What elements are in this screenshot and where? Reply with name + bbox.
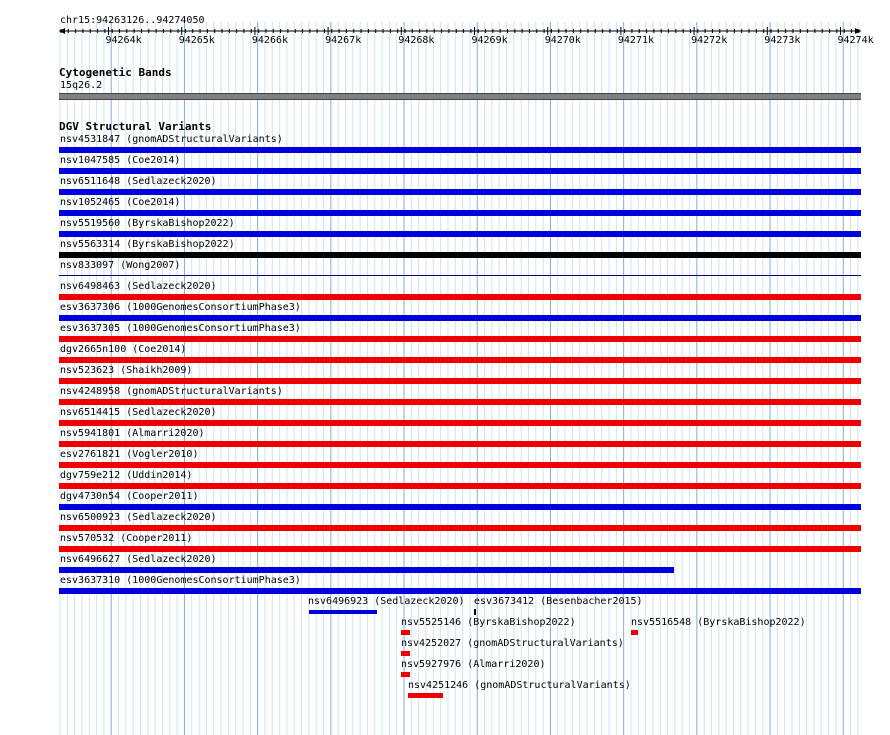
dgv-feature-bar[interactable]: [401, 651, 410, 656]
dgv-feature-bar[interactable]: [59, 336, 861, 342]
dgv-feature-bar[interactable]: [59, 275, 861, 276]
dgv-feature-label[interactable]: esv3637310 (1000GenomesConsortiumPhase3): [60, 575, 301, 586]
ruler-tick-label: 94270k: [544, 35, 581, 46]
dgv-feature-bar[interactable]: [59, 567, 674, 573]
ruler-tick-label: 94274k: [837, 35, 874, 46]
dgv-feature-bar[interactable]: [59, 168, 861, 174]
dgv-feature-label[interactable]: esv2761821 (Vogler2010): [60, 449, 199, 460]
dgv-feature-label[interactable]: dgv759e212 (Uddin2014): [60, 470, 193, 481]
dgv-feature-bar[interactable]: [408, 693, 443, 698]
dgv-feature-label[interactable]: dgv2665n100 (Coe2014): [60, 344, 187, 355]
dgv-feature-label[interactable]: nsv5525146 (ByrskaBishop2022): [401, 617, 576, 628]
dgv-feature-label[interactable]: nsv523623 (Shaikh2009): [60, 365, 193, 376]
ruler-tick-label: 94266k: [251, 35, 289, 46]
dgv-feature-label[interactable]: nsv4248958 (gnomADStructuralVariants): [60, 386, 283, 397]
dgv-feature-label[interactable]: nsv4531847 (gnomADStructuralVariants): [60, 134, 283, 145]
dgv-feature-label[interactable]: nsv6498463 (Sedlazeck2020): [60, 281, 217, 292]
ruler-tick-label: 94273k: [764, 35, 801, 46]
dgv-feature-bar[interactable]: [401, 672, 410, 677]
dgv-feature-label[interactable]: nsv6496923 (Sedlazeck2020): [308, 596, 465, 607]
dgv-feature-label[interactable]: nsv6514415 (Sedlazeck2020): [60, 407, 217, 418]
dgv-feature-label[interactable]: nsv5941801 (Almarri2020): [60, 428, 205, 439]
dgv-feature-bar[interactable]: [59, 189, 861, 195]
dgv-feature-bar[interactable]: [309, 610, 377, 614]
ruler-tick-label: 94272k: [691, 35, 728, 46]
dgv-feature-label[interactable]: esv3637306 (1000GenomesConsortiumPhase3): [60, 302, 301, 313]
dgv-feature-label[interactable]: nsv6500923 (Sedlazeck2020): [60, 512, 217, 523]
dgv-feature-bar[interactable]: [59, 315, 861, 321]
dgv-feature-bar[interactable]: [59, 483, 861, 489]
dgv-feature-label[interactable]: nsv1047585 (Coe2014): [60, 155, 181, 166]
dgv-feature-bar[interactable]: [59, 147, 861, 153]
dgv-feature-bar[interactable]: [59, 420, 861, 426]
dgv-feature-bar[interactable]: [59, 210, 861, 216]
dgv-feature-label[interactable]: nsv5563314 (ByrskaBishop2022): [60, 239, 235, 250]
dgv-feature-bar[interactable]: [474, 609, 476, 615]
dgv-feature-bar[interactable]: [59, 252, 861, 258]
dgv-feature-bar[interactable]: [59, 294, 861, 300]
dgv-feature-label[interactable]: esv3673412 (Besenbacher2015): [474, 596, 643, 607]
dgv-feature-bar[interactable]: [59, 378, 861, 384]
dgv-feature-label[interactable]: dgv4730n54 (Cooper2011): [60, 491, 199, 502]
dgv-feature-bar[interactable]: [59, 231, 861, 237]
dgv-feature-bar[interactable]: [631, 630, 638, 635]
dgv-feature-bar[interactable]: [59, 399, 861, 405]
ruler-tick-label: 94265k: [178, 35, 215, 46]
dgv-feature-bar[interactable]: [59, 357, 861, 363]
ruler-position-label: chr15:94263126..94274050: [60, 15, 205, 26]
dgv-feature-bar[interactable]: [59, 588, 861, 594]
dgv-feature-label[interactable]: nsv570532 (Cooper2011): [60, 533, 193, 544]
dgv-feature-label[interactable]: nsv5519560 (ByrskaBishop2022): [60, 218, 235, 229]
dgv-track-title: DGV Structural Variants: [59, 120, 212, 133]
dgv-feature-label[interactable]: esv3637305 (1000GenomesConsortiumPhase3): [60, 323, 301, 334]
dgv-feature-bar[interactable]: [59, 525, 861, 531]
dgv-feature-label[interactable]: nsv5927976 (Almarri2020): [401, 659, 546, 670]
dgv-feature-bar[interactable]: [59, 546, 861, 552]
dgv-feature-bar[interactable]: [401, 630, 410, 635]
cytoband-label: 15q26.2: [60, 80, 103, 91]
dgv-feature-bar[interactable]: [59, 441, 861, 447]
ruler-tick-label: 94264k: [105, 35, 142, 46]
dgv-feature-label[interactable]: nsv833097 (Wong2007): [60, 260, 181, 271]
dgv-feature-label[interactable]: nsv6511648 (Sedlazeck2020): [60, 176, 217, 187]
dgv-feature-bar[interactable]: [59, 462, 861, 468]
ruler-tick-label: 94267k: [325, 35, 362, 46]
cytoband-bar[interactable]: [59, 93, 861, 100]
dgv-feature-label[interactable]: nsv6496627 (Sedlazeck2020): [60, 554, 217, 565]
ruler-tick-label: 94271k: [617, 35, 655, 46]
dgv-feature-label[interactable]: nsv5516548 (ByrskaBishop2022): [631, 617, 806, 628]
dgv-feature-label[interactable]: nsv4252027 (gnomADStructuralVariants): [401, 638, 624, 649]
dgv-feature-label[interactable]: nsv1052465 (Coe2014): [60, 197, 181, 208]
ruler-tick-label: 94268k: [398, 35, 435, 46]
dgv-feature-label[interactable]: nsv4251246 (gnomADStructuralVariants): [408, 680, 631, 691]
ruler-tick-label: 94269k: [471, 35, 508, 46]
cytoband-track-title: Cytogenetic Bands: [59, 66, 172, 79]
dgv-feature-bar[interactable]: [59, 504, 861, 510]
